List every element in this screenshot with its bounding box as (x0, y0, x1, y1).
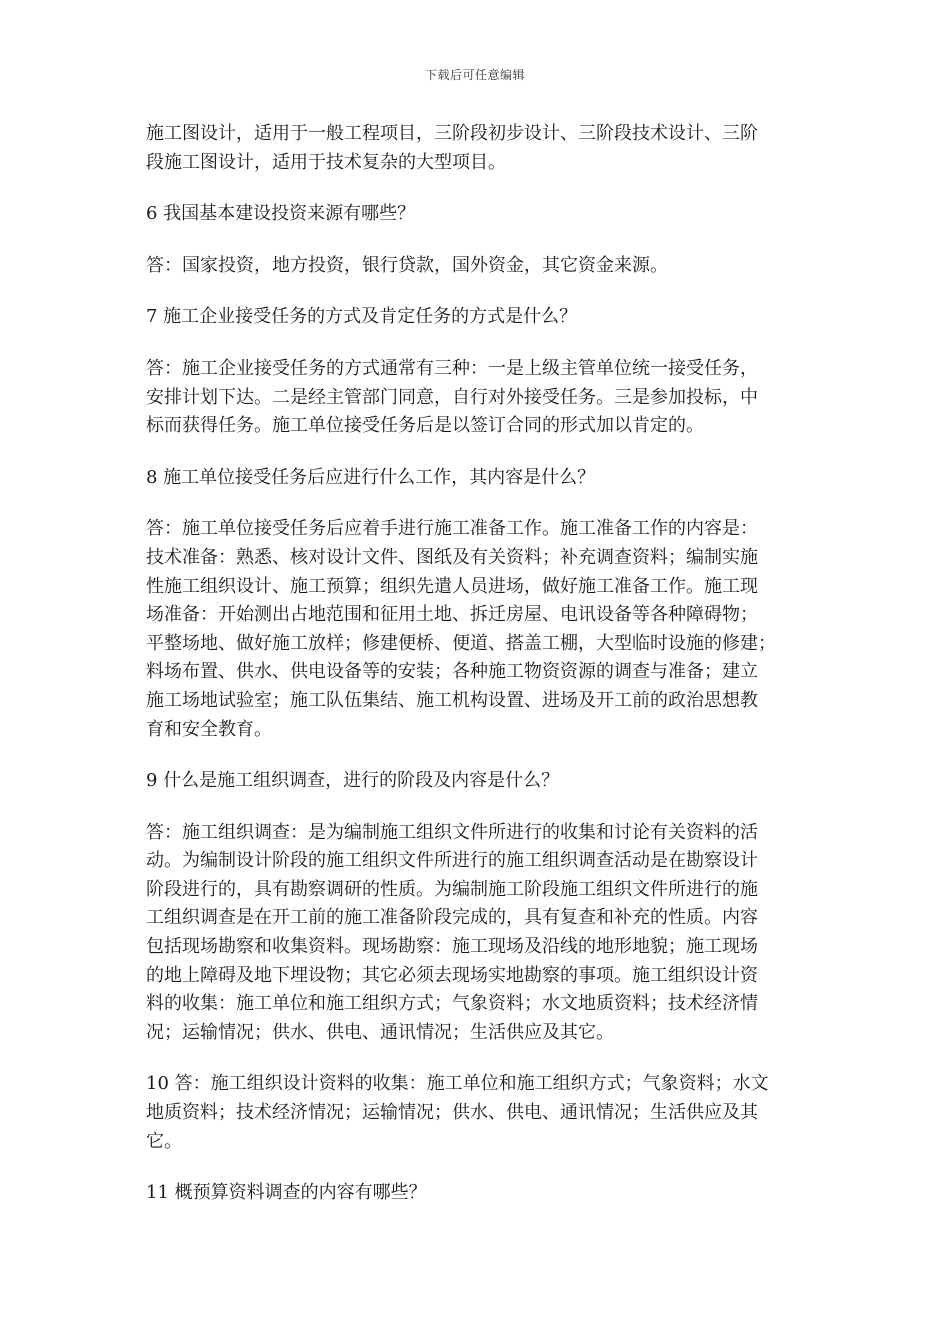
text-line: 性施工组织设计、施工预算；组织先遣人员进场，做好施工准备工作。施工现 (146, 575, 758, 597)
text-line: 包括现场勘察和收集资料。现场勘察：施工现场及沿线的地形地貌；施工现场 (146, 936, 758, 958)
text-line: 标而获得任务。施工单位接受任务后是以签订合同的形式加以肯定的。 (146, 415, 704, 437)
question-7 (146, 303, 801, 332)
text-line: 料的收集：施工单位和施工组织方式；气象资料；水文地质资料；技术经济情 (146, 993, 758, 1015)
text-line: 场准备：开始测出占地范围和征用土地、拆迁房屋、电讯设备等各种障碍物； (146, 604, 758, 626)
paragraph-design-stages (146, 120, 801, 177)
text-line: 答：施工企业接受任务的方式通常有三种：一是上级主管单位统一接受任务， (146, 357, 758, 379)
document-body (146, 120, 801, 1231)
question-8 (146, 464, 801, 493)
text-line: 它。 (146, 1130, 182, 1152)
text-line: 段施工图设计，适用于技术复杂的大型项目。 (146, 151, 506, 173)
text-line: 答：施工组织调查：是为编制施工组织文件所进行的收集和讨论有关资料的活 (146, 821, 758, 843)
answer-6 (146, 252, 801, 281)
text-line: 平整场地、做好施工放样；修建便桥、便道、搭盖工棚，大型临时设施的修建； (146, 632, 776, 654)
text-line: 6 我国基本建设投资来源有哪些？ (146, 203, 416, 225)
text-line: 施工图设计，适用于一般工程项目，三阶段初步设计、三阶段技术设计、三阶 (146, 123, 758, 144)
text-line: 7 施工企业接受任务的方式及肯定任务的方式是什么？ (146, 306, 578, 328)
text-line: 答：国家投资，地方投资，银行贷款，国外资金，其它资金来源。 (146, 254, 668, 276)
text-line: 工组织调查是在开工前的施工准备阶段完成的，具有复查和补充的性质。内容 (146, 907, 758, 929)
question-11 (146, 1179, 801, 1208)
text-line: 的地上障碍及地下埋设物；其它必须去现场实地勘察的事项。施工组织设计资 (146, 964, 758, 986)
text-line: 安排计划下达。二是经主管部门同意，自行对外接受任务。三是参加投标，中 (146, 386, 758, 408)
text-line: 地质资料；技术经济情况；运输情况；供水、供电、通讯情况；生活供应及其 (146, 1102, 758, 1124)
text-line: 阶段进行的，具有勘察调研的性质。为编制施工阶段施工组织文件所进行的施 (146, 878, 758, 900)
answer-8 (146, 515, 801, 744)
answer-7 (146, 355, 801, 441)
page-header-note: 下载后可任意编辑 (424, 68, 525, 82)
text-line: 动。为编制设计阶段的施工组织文件所进行的施工组织调查活动是在勘察设计 (146, 850, 758, 872)
text-line: 料场布置、供水、供电设备等的安装；各种施工物资资源的调查与准备；建立 (146, 661, 758, 683)
text-line: 育和安全教育。 (146, 718, 272, 740)
text-line: 施工场地试验室；施工队伍集结、施工机构设置、进场及开工前的政治思想教 (146, 689, 758, 711)
answer-9 (146, 819, 801, 1048)
question-9 (146, 767, 801, 796)
text-line: 况；运输情况；供水、供电、通讯情况；生活供应及其它。 (146, 1021, 614, 1043)
text-line: 11 概预算资料调查的内容有哪些？ (146, 1182, 427, 1204)
text-line: 答：施工单位接受任务后应着手进行施工准备工作。施工准备工作的内容是： (146, 518, 758, 540)
text-line: 8 施工单位接受任务后应进行什么工作，其内容是什么？ (146, 466, 596, 488)
answer-10 (146, 1070, 801, 1156)
text-line: 9 什么是施工组织调查，进行的阶段及内容是什么？ (146, 770, 560, 792)
question-6 (146, 200, 801, 229)
text-line: 技术准备：熟悉、核对设计文件、图纸及有关资料；补充调查资料；编制实施 (146, 546, 758, 568)
text-line: 10 答：施工组织设计资料的收集：施工单位和施工组织方式；气象资料；水文 (146, 1073, 769, 1095)
